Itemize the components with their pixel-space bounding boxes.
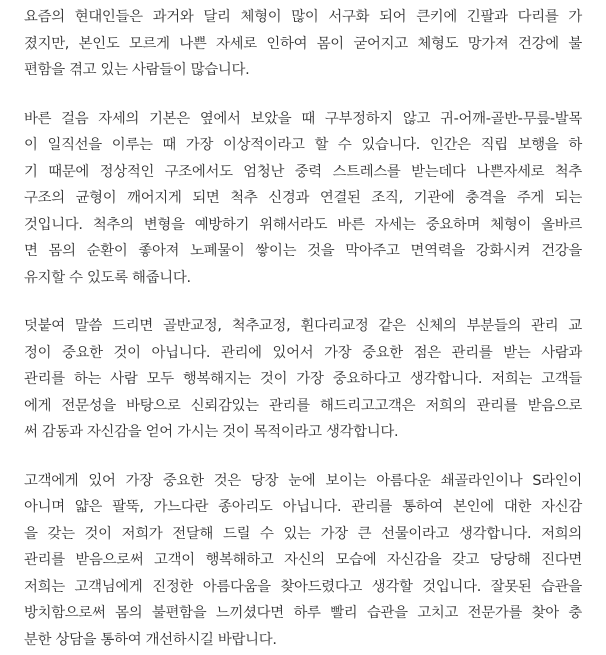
- text-line: 면 몸의 순환이 좋아져 노폐물이 쌓이는 것을 막아주고 면역력을 강화시켜 건강을: [24, 243, 582, 259]
- paragraph-customer: [24, 468, 582, 654]
- text-line: 에게 전문성을 바탕으로 신뢰감있는 관리를 해드리고고객은 저희의 관리를 받음으로: [24, 397, 582, 414]
- text-line: 유지할 수 있도록 해줍니다.: [24, 269, 191, 286]
- text-line: 기 때문에 정상적인 구조에서도 엄청난 중력 스트레스를 받는데다 나쁜자세로 척추: [24, 163, 582, 180]
- paragraph-care: [24, 313, 582, 446]
- text-line: 아니며 얇은 팔뚝, 가느다란 종아리도 아닙니다. 관리를 통하여 본인에 대한 자신감: [24, 499, 582, 515]
- text-line: 구조의 균형이 깨어지게 되면 척추 신경과 연결된 조직, 기관에 충격을 주게 되는: [24, 190, 582, 206]
- text-line: 것입니다. 척추의 변형을 예방하기 위해서라도 바른 자세는 중요하며 체형이 올바르: [24, 216, 582, 233]
- text-line: 관리를 하는 사람 모두 행복해지는 것이 가장 중요하다고 생각합니다. 저희는 고객들: [24, 371, 582, 387]
- text-line: 고객에게 있어 가장 중요한 것은 당장 눈에 보이는 아름다운 쇄골라인이나 S라인이: [24, 472, 582, 489]
- text-line: 을 갖는 것이 저희가 전달해 드릴 수 있는 가장 큰 선물이라고 생각합니다. 저희의: [24, 525, 582, 542]
- text-line: 이 일직선을 이루는 때 가장 이상적이라고 할 수 있습니다. 인간은 직립 보행을 하: [24, 137, 582, 153]
- text-line: 편함을 겪고 있는 사람들이 많습니다.: [24, 62, 250, 78]
- text-line: 써 감동과 자신감을 얻어 가시는 것이 목적이라고 생각합니다.: [24, 424, 399, 440]
- text-line: 요즘의 현대인들은 과거와 달리 체형이 많이 서구화 되어 큰키에 긴팔과 다리를 가: [24, 9, 582, 25]
- text-line: 바른 걸음 자세의 기본은 옆에서 보았을 때 구부정하지 않고 귀-어깨-골반-무릎-발목: [24, 110, 582, 127]
- paragraph-posture: [24, 106, 582, 292]
- text-line: 분한 상담을 통하여 개선하시길 바랍니다.: [24, 631, 277, 648]
- text-line: 졌지만, 본인도 모르게 나쁜 자세로 인하여 몸이 굳어지고 체형도 망가져 건강에 불: [24, 35, 582, 52]
- text-line: 정이 중요한 것이 아닙니다. 관리에 있어서 가장 중요한 점은 관리를 받는 사람과: [24, 344, 582, 361]
- text-line: 저희는 고객님에게 진정한 아름다움을 찾아드렸다고 생각할 것입니다. 잘못된 습관을: [24, 578, 582, 595]
- text-line: 관리를 받음으로써 고객이 행복해하고 자신의 모습에 자신감을 갖고 당당해 진다면: [24, 552, 582, 568]
- text-line: 덧붙여 말씀 드리면 골반교정, 척추교정, 휜다리교정 같은 신체의 부분들의 관리 교: [24, 318, 582, 334]
- paragraph-intro: [24, 4, 582, 84]
- text-line: 방치함으로써 몸의 불편함을 느끼셨다면 하루 빨리 습관을 고치고 전문가를 찾아 충: [24, 605, 582, 621]
